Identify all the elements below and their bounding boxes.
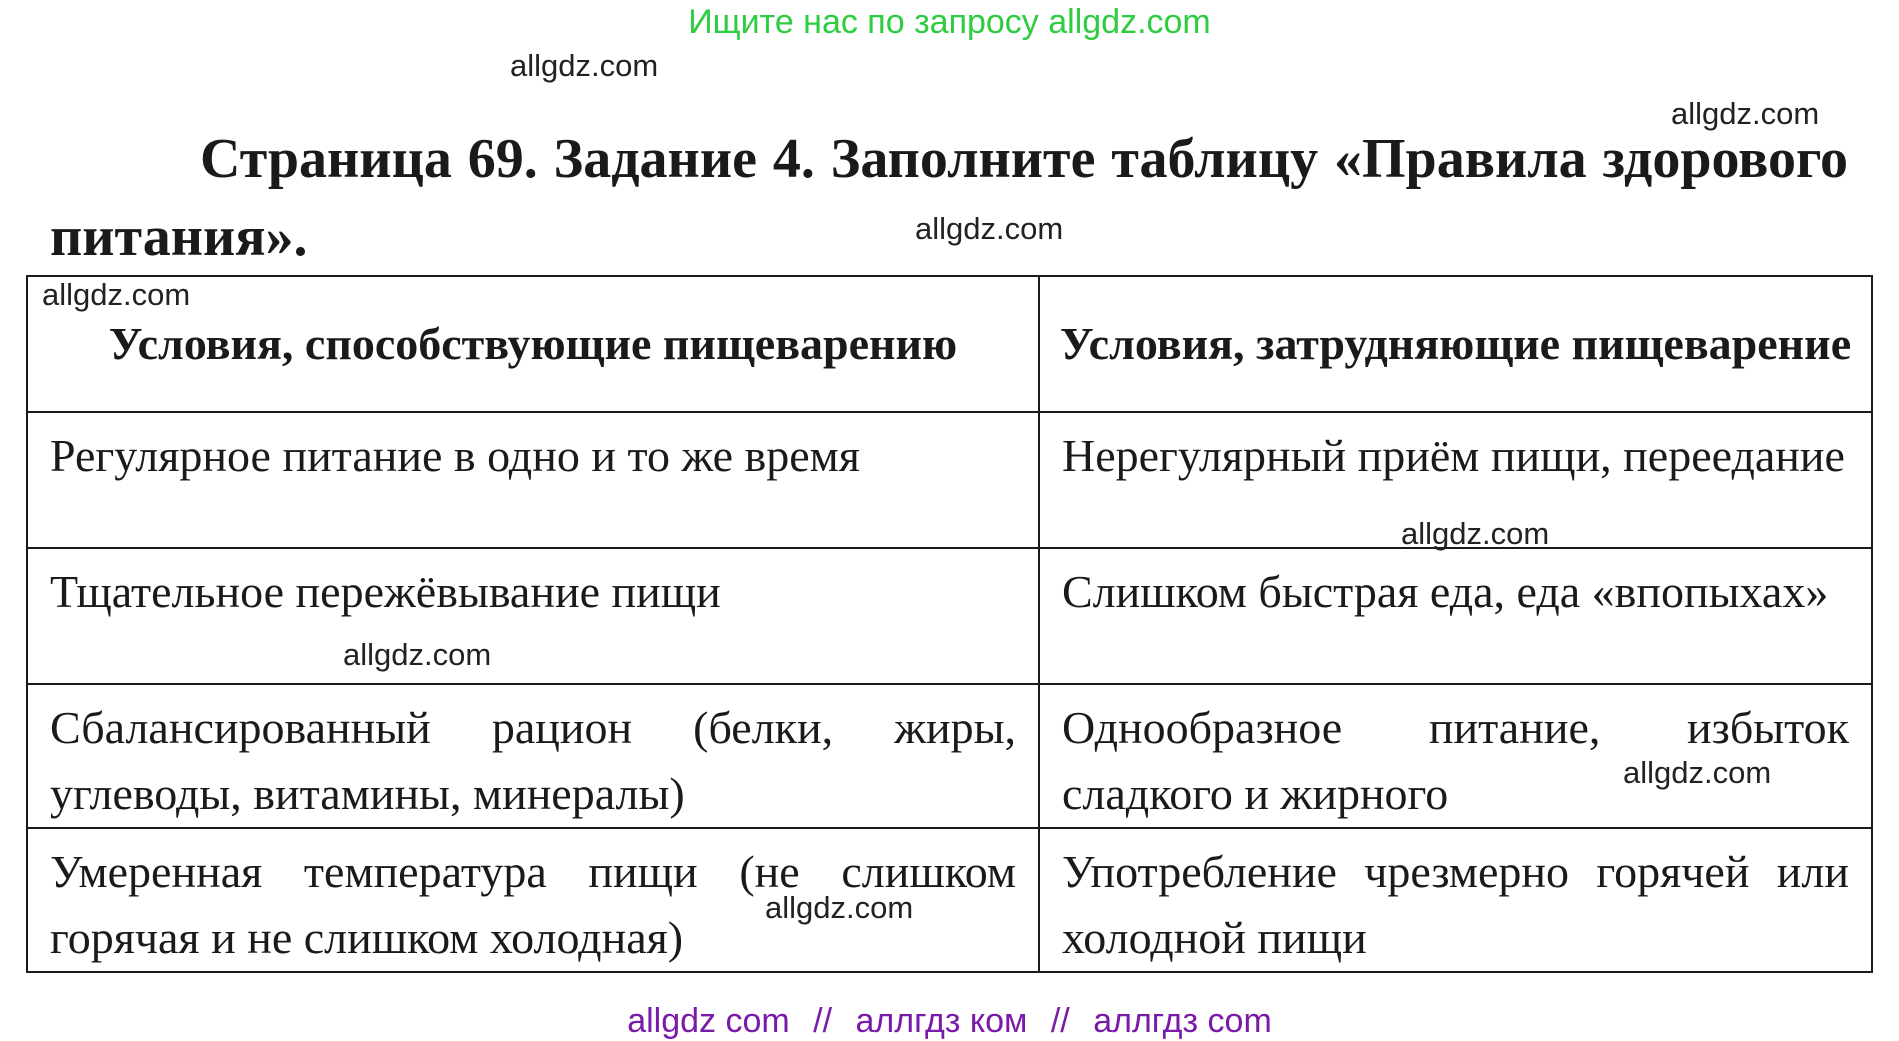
table-row — [27, 412, 1872, 548]
watermark: allgdz.com — [765, 890, 914, 925]
header-cell-hindering: Условия, затрудняющие пищеварение — [1039, 276, 1872, 412]
footer-link[interactable]: allgdz com — [627, 1002, 790, 1040]
watermark: allgdz.com — [1401, 516, 1550, 551]
table-row — [27, 684, 1872, 828]
table-cell: Употребление чрезмерно горячей или холодной пищи — [1039, 828, 1872, 972]
top-banner[interactable]: Ищите нас по запросу allgdz.com — [688, 3, 1211, 41]
footer-link[interactable]: аллгдз com — [1093, 1002, 1272, 1040]
table-cell: Сбалансированный рацион (белки, жиры, углеводы, витамины, минералы) — [27, 684, 1039, 828]
watermark: allgdz.com — [510, 48, 659, 83]
table-header-row — [27, 276, 1872, 412]
table-cell: Однообразное питание, избыток сладкого и жирного — [1039, 684, 1872, 828]
watermark: allgdz.com — [1671, 96, 1820, 131]
watermark: allgdz.com — [1623, 755, 1772, 790]
table-cell: Слишком быстрая еда, еда «впопыхах» — [1039, 548, 1872, 684]
table-cell: Тщательное пережёвывание пищи — [27, 548, 1039, 684]
watermark: allgdz.com — [42, 277, 191, 312]
footer-separator: // — [1050, 1002, 1070, 1040]
watermark: allgdz.com — [915, 211, 1064, 246]
footer-links — [0, 1002, 1899, 1041]
table-cell: Регулярное питание в одно и то же время — [27, 412, 1039, 548]
footer-separator: // — [813, 1002, 833, 1040]
table-row — [27, 548, 1872, 684]
table-cell: Нерегулярный приём пищи, переедание — [1039, 412, 1872, 548]
table-row — [27, 828, 1872, 972]
page-title: Страница 69. Задание 4. Заполните таблицу «Правила здорового питания». — [50, 128, 1848, 268]
table-cell: Умеренная температура пищи (не слишком горячая и не слишком холодная) — [27, 828, 1039, 972]
header-cell-helpful: Условия, способствующие пищеварению — [27, 276, 1039, 412]
footer-link[interactable]: аллгдз ком — [855, 1002, 1028, 1040]
nutrition-rules-table — [26, 275, 1873, 973]
watermark: allgdz.com — [343, 637, 492, 672]
